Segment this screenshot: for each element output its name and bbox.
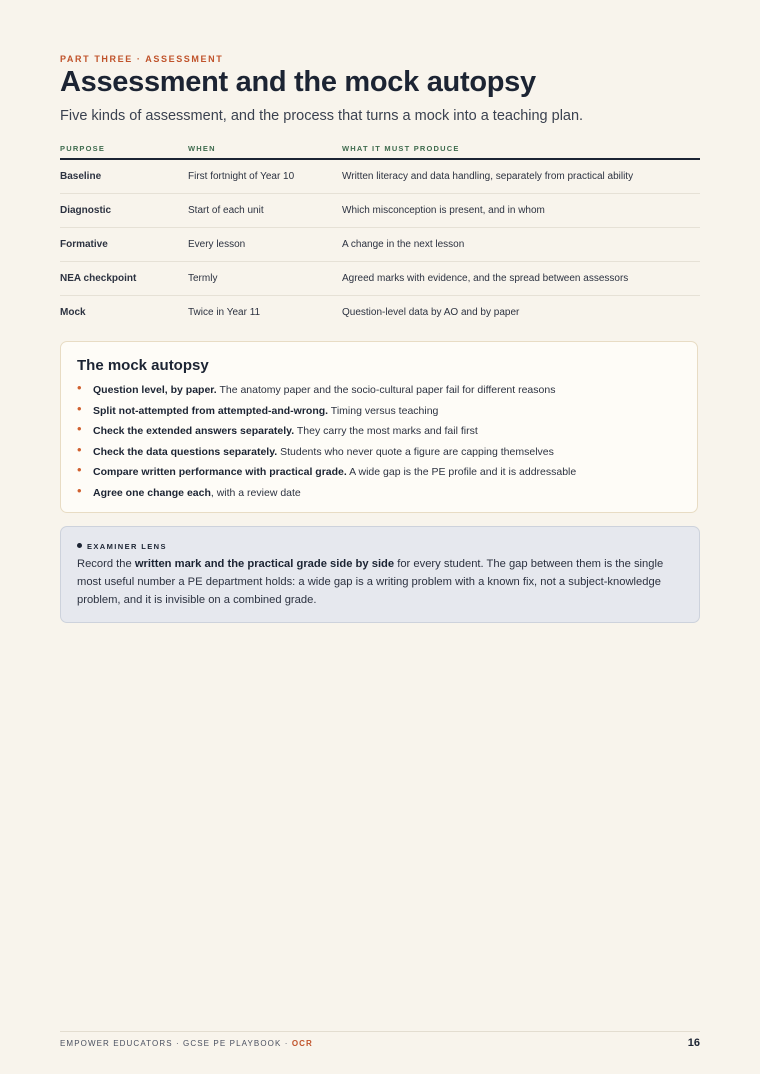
page-subtitle: Five kinds of assessment, and the process that turns a mock into a teaching plan.	[60, 108, 584, 124]
row-output: Agreed marks with evidence, and the spread between assessors	[342, 262, 700, 296]
list-item	[77, 401, 576, 422]
autopsy-title: The mock autopsy	[77, 357, 209, 374]
row-when: Termly	[188, 262, 342, 296]
autopsy-list	[77, 380, 576, 504]
section-eyebrow: PART THREE · ASSESSMENT	[60, 54, 224, 64]
item-lead: Check the data questions separately.	[93, 445, 278, 458]
bullet-icon: •	[77, 482, 82, 498]
row-output: A change in the next lesson	[342, 228, 700, 262]
list-item	[77, 462, 576, 483]
item-text: Students who never quote a figure are capping themselves	[277, 445, 554, 458]
page-number: 16	[687, 1037, 700, 1049]
item-text: They carry the most marks and fail first	[294, 425, 478, 438]
row-purpose: NEA checkpoint	[60, 262, 188, 296]
table-row	[60, 296, 700, 330]
list-item	[77, 380, 576, 401]
table-header-row	[60, 138, 700, 159]
page-title: Assessment and the mock autopsy	[60, 66, 536, 98]
bullet-icon: •	[77, 462, 82, 478]
dot-icon	[77, 543, 82, 548]
column-header-when: WHEN	[188, 138, 342, 159]
row-when: Twice in Year 11	[188, 307, 261, 318]
row-output: Written literacy and data handling, separately from practical ability	[342, 159, 700, 194]
examiner-lens-callout	[60, 526, 700, 623]
item-lead: Compare written performance with practical grade.	[93, 466, 347, 479]
row-purpose: Diagnostic	[60, 194, 188, 228]
row-output: Which misconception is present, and in whom	[342, 194, 700, 228]
bullet-icon: •	[77, 400, 82, 416]
examiner-lens-label-text: EXAMINER LENS	[87, 542, 167, 551]
bullet-icon: •	[77, 380, 82, 395]
bullet-icon: •	[77, 421, 82, 437]
row-when: First fortnight of Year 10	[188, 159, 342, 194]
row-when: Start of each unit	[188, 194, 342, 228]
footer-text: EMPOWER EDUCATORS · GCSE PE PLAYBOOK ·	[60, 1039, 292, 1048]
footer-credit	[60, 1039, 313, 1048]
column-header-purpose: PURPOSE	[60, 138, 188, 159]
item-text: Timing versus teaching	[328, 404, 439, 417]
item-lead: Question level, by paper.	[93, 384, 217, 396]
row-output: Question-level data by AO and by paper	[342, 307, 520, 318]
examiner-lens-text	[77, 555, 689, 609]
table-row	[60, 194, 700, 228]
table-row	[60, 228, 700, 262]
bullet-icon: •	[77, 441, 82, 457]
lens-text-emphasis: written mark and the practical grade side by side	[134, 558, 395, 570]
list-item	[77, 442, 576, 463]
table-row	[60, 262, 700, 296]
list-item	[77, 421, 576, 442]
item-lead: Agree one change each	[93, 486, 211, 499]
list-item	[77, 483, 576, 504]
item-text: The anatomy paper and the socio-cultural paper fail for different reasons	[216, 384, 556, 396]
footer-board: OCR	[291, 1039, 313, 1048]
mock-autopsy-card	[60, 341, 698, 513]
column-header-output: WHAT IT MUST PRODUCE	[342, 138, 700, 159]
row-purpose: Mock	[60, 307, 86, 318]
table-row	[60, 159, 700, 194]
item-text: , with a review date	[210, 486, 301, 499]
item-lead: Split not-attempted from attempted-and-wrong.	[93, 404, 329, 417]
lens-text-end: for every student. The gap between them is the single most useful number a PE department holds: a wide gap is a writing problem with a known fix, not a subject-knowledge problem, and it is invisible on a combined grade.	[77, 558, 664, 606]
footer-divider	[60, 1031, 700, 1032]
assessment-table	[60, 138, 700, 329]
page	[60, 0, 700, 1074]
item-text: A wide gap is the PE profile and it is addressable	[346, 466, 577, 479]
examiner-lens-label	[77, 542, 167, 551]
lens-text-start: Record the	[77, 558, 135, 570]
row-purpose: Formative	[60, 228, 188, 262]
item-lead: Check the extended answers separately.	[93, 425, 295, 438]
row-purpose: Baseline	[60, 159, 188, 194]
row-when: Every lesson	[188, 228, 342, 262]
